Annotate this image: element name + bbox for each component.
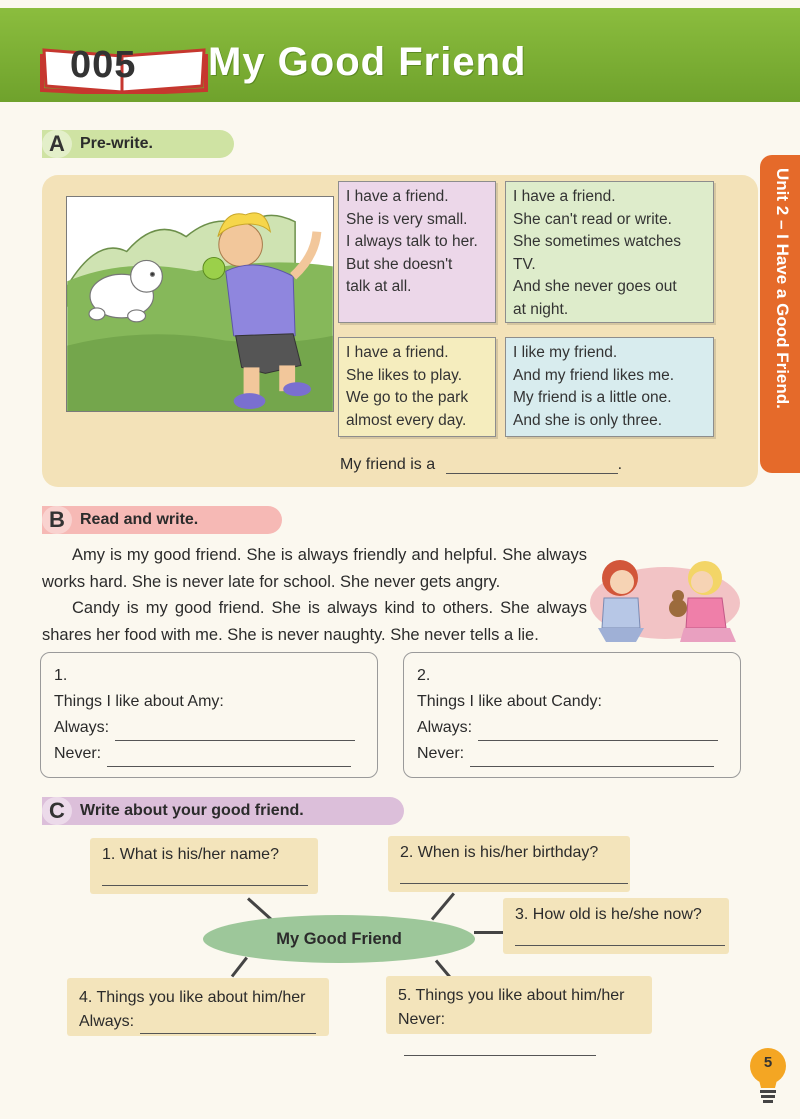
passage-candy: Candy is my good friend. She is always kind to others. She always shares her food with me. She is never naughty. She never tells a lie. <box>42 599 587 644</box>
boy-and-dog-illustration <box>66 196 334 412</box>
friend-answer-blank[interactable] <box>446 456 618 474</box>
page-number: 5 <box>763 1054 773 1071</box>
birthday-blank[interactable] <box>400 866 628 884</box>
unit-number: 005 <box>70 44 137 86</box>
side-tab-label: Unit 2 – I Have a Good Friend. <box>773 168 792 409</box>
question-birthday: 2. When is his/her birthday? <box>388 836 630 892</box>
section-c-letter: C <box>42 797 72 825</box>
age-blank[interactable] <box>515 928 725 946</box>
section-a-heading <box>42 130 234 158</box>
friend-note-3: I have a friend. She likes to play. We go to the park almost every day. <box>338 337 496 437</box>
section-c-title: Write about your good friend. <box>80 802 304 819</box>
question-age: 3. How old is he/she now? <box>503 898 729 954</box>
always-blank[interactable] <box>140 1018 316 1034</box>
passage-amy: Amy is my good friend. She is always friendly and helpful. She always works hard. She is never late for school. She never gets angry. <box>42 546 587 591</box>
center-topic: My Good Friend <box>203 915 475 963</box>
connector-q4 <box>231 957 248 978</box>
never-blank[interactable] <box>404 1040 596 1056</box>
section-b-title: Read and write. <box>80 511 199 528</box>
section-b-letter: B <box>42 506 72 534</box>
candy-always-blank[interactable] <box>478 723 718 741</box>
question-never: 5. Things you like about him/her Never: <box>386 976 652 1034</box>
friend-note-1: I have a friend. She is very small. I always talk to her. But she doesn't talk at all. <box>338 181 496 323</box>
friend-note-2: I have a friend. She can't read or write. She sometimes watches TV. And she never goes out at night. <box>505 181 714 323</box>
amy-never-blank[interactable] <box>107 749 351 767</box>
section-c-heading <box>42 797 404 825</box>
section-b-heading <box>42 506 282 534</box>
amy-always-blank[interactable] <box>115 723 355 741</box>
question-always: 4. Things you like about him/her Always: <box>67 978 329 1036</box>
reading-passage <box>42 542 587 648</box>
two-girls-illustration <box>590 548 740 643</box>
candy-never-blank[interactable] <box>470 749 714 767</box>
section-a-letter: A <box>42 130 72 158</box>
page-title: My Good Friend <box>208 40 527 84</box>
amy-answer-box: 1. Things I like about Amy: Always: Never: <box>40 652 378 778</box>
friend-note-4: I like my friend. And my friend likes me. My friend is a little one. And she is only three. <box>505 337 714 437</box>
candy-answer-box: 2. Things I like about Candy: Always: Never: <box>403 652 741 778</box>
connector-q3 <box>474 931 504 934</box>
section-a-title: Pre-write. <box>80 135 153 152</box>
connector-q2 <box>431 892 455 920</box>
question-name: 1. What is his/her name? <box>90 838 318 894</box>
name-blank[interactable] <box>102 868 308 886</box>
friend-answer-line: My friend is a . <box>340 456 623 473</box>
